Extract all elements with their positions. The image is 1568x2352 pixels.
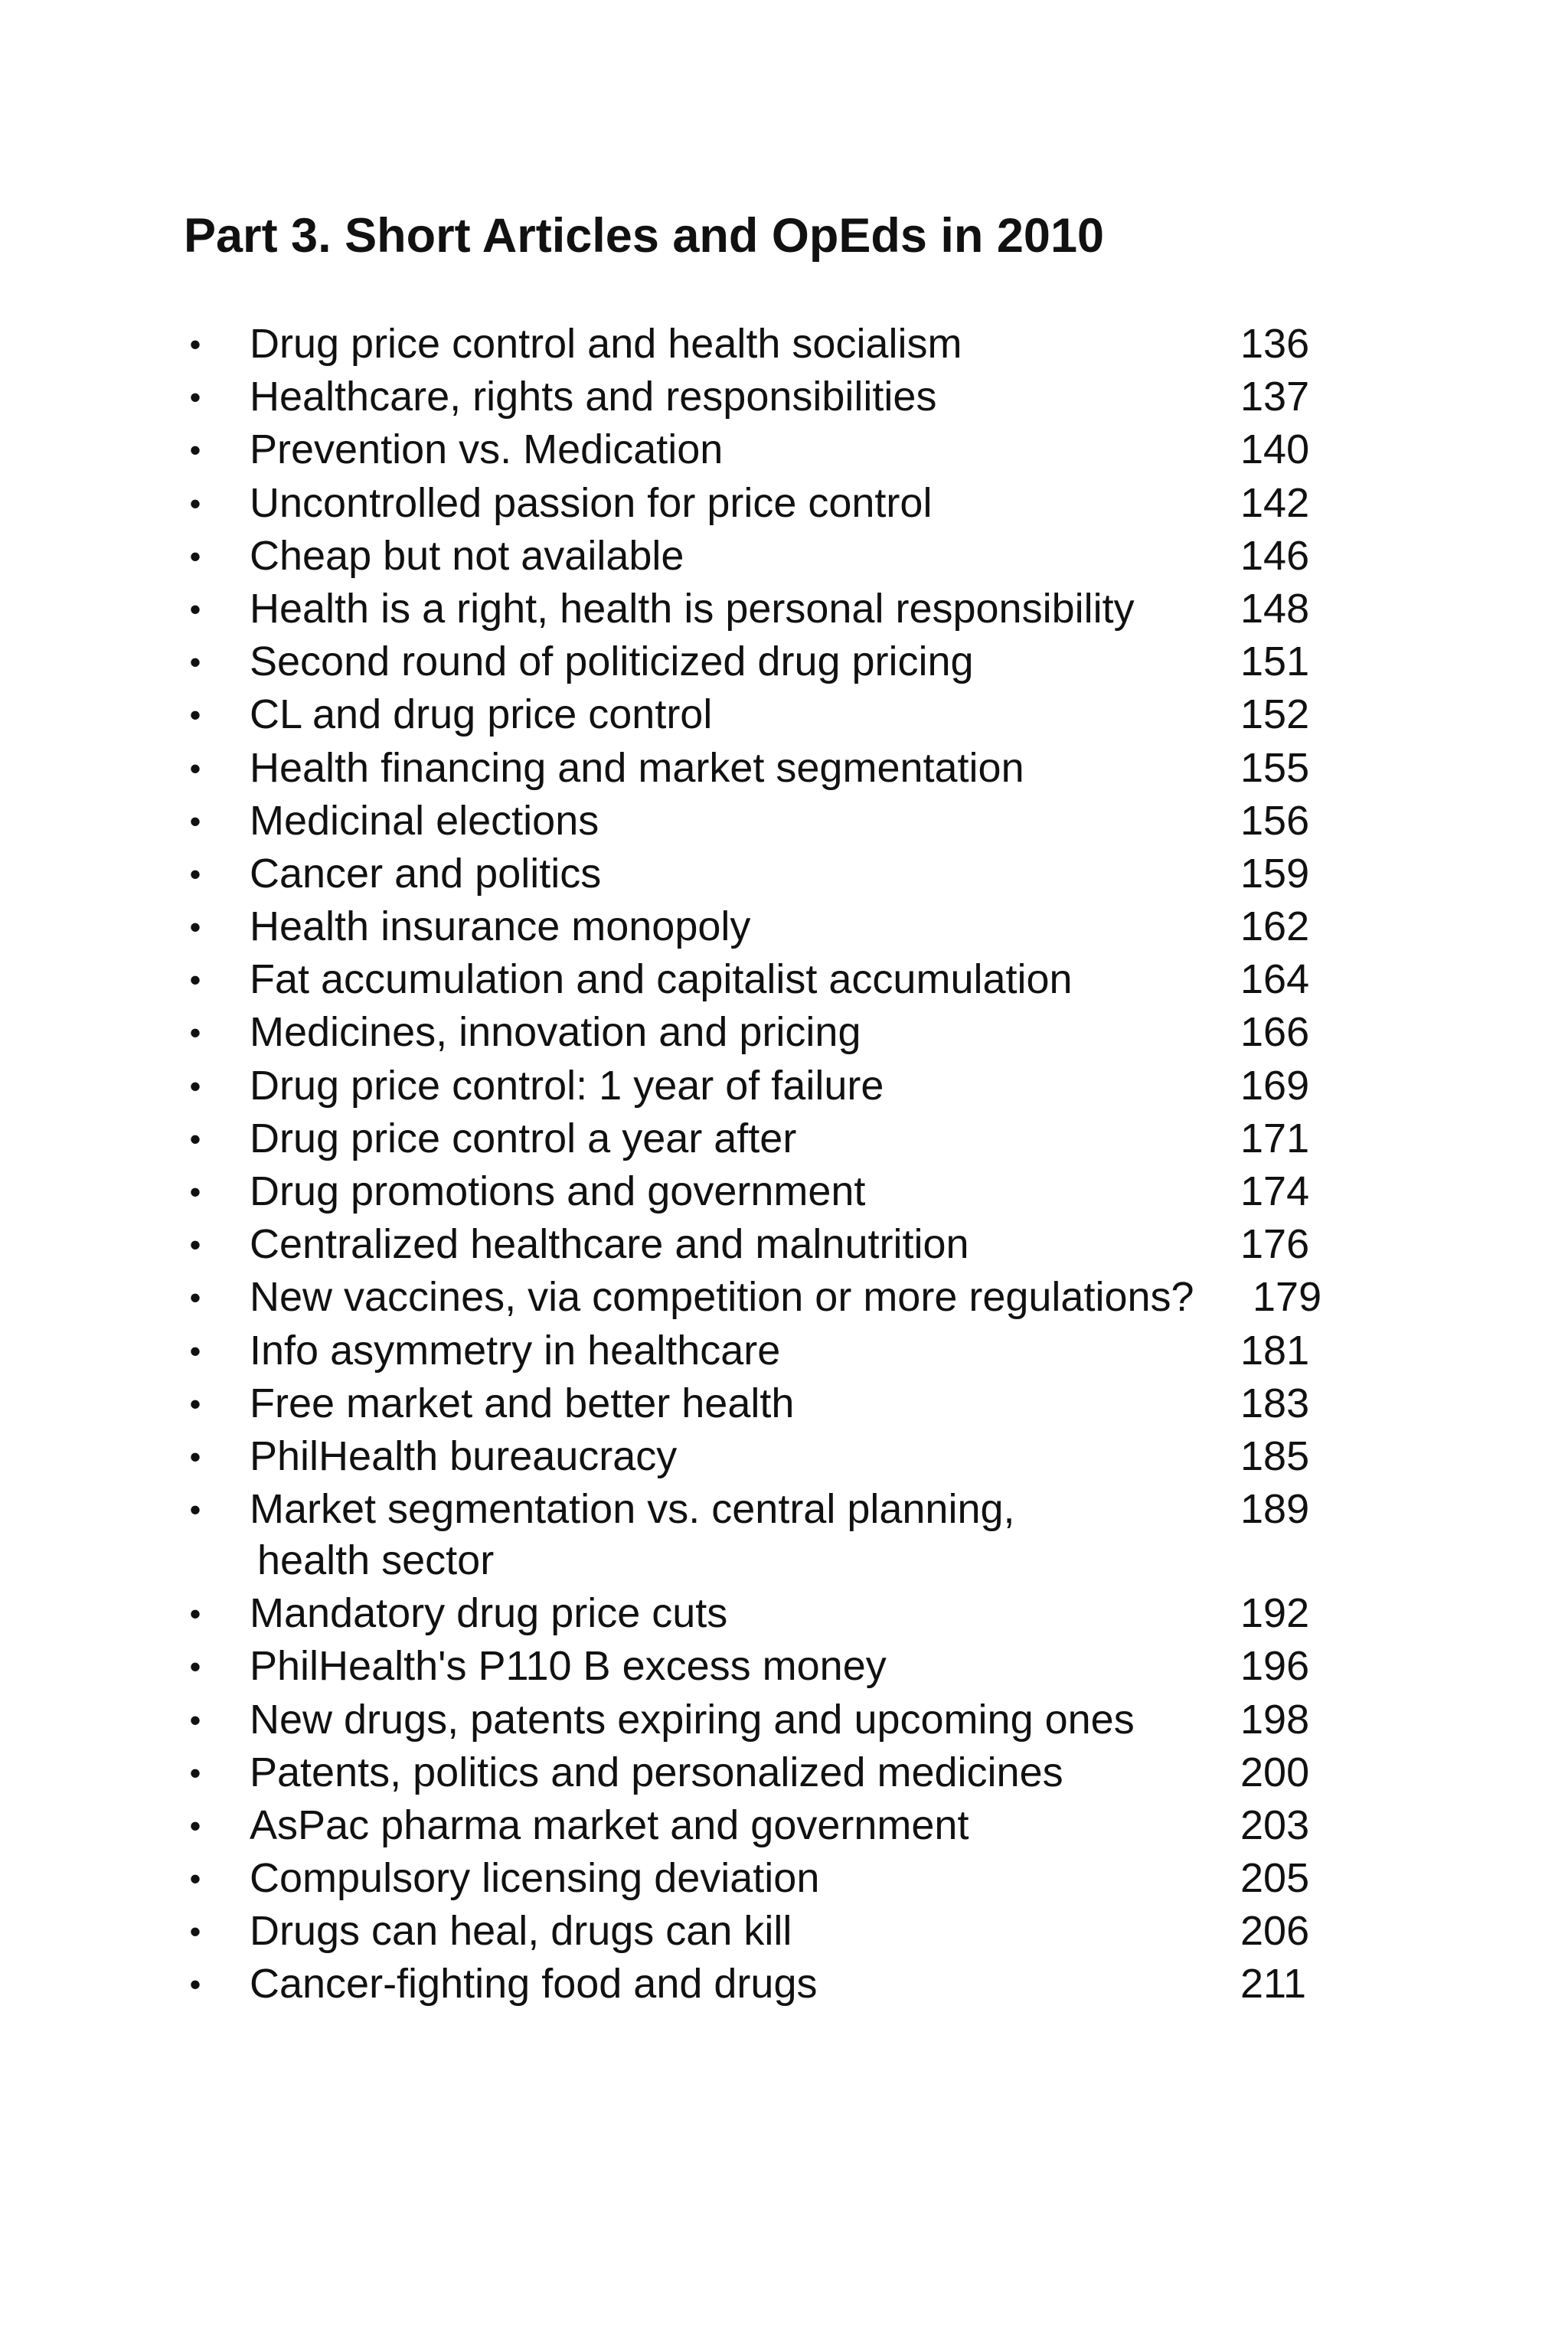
entry-title: CL and drug price control — [250, 691, 713, 738]
toc-entry — [0, 953, 1568, 1006]
toc-entry — [0, 477, 1568, 530]
toc-entry — [0, 1377, 1568, 1430]
toc-entry — [0, 688, 1568, 741]
toc-entry — [0, 635, 1568, 688]
entry-page-number: 185 — [1240, 1432, 1310, 1479]
entry-title: Health is a right, health is personal responsibility — [250, 585, 1135, 632]
entry-title: Drug promotions and government — [250, 1168, 866, 1214]
entry-page-number: 179 — [1253, 1274, 1322, 1321]
toc-entry — [0, 1746, 1568, 1799]
toc-entry — [0, 318, 1568, 371]
entry-title: Info asymmetry in healthcare — [250, 1327, 781, 1374]
entry-page-number: 164 — [1240, 956, 1310, 1003]
bullet-icon: • — [189, 962, 201, 998]
entry-title: Compulsory licensing deviation — [250, 1855, 820, 1902]
toc-entry — [0, 1325, 1568, 1377]
entry-page-number: 148 — [1240, 585, 1310, 632]
toc-entry — [0, 530, 1568, 583]
entry-page-number: 183 — [1240, 1380, 1310, 1426]
toc-entry — [0, 795, 1568, 848]
bullet-icon: • — [189, 1174, 201, 1210]
bullet-icon: • — [189, 1701, 201, 1738]
entry-title: Free market and better health — [250, 1380, 795, 1426]
entry-title: AsPac pharma market and government — [250, 1802, 969, 1848]
toc-entry — [0, 1958, 1568, 2011]
bullet-icon: • — [189, 1807, 201, 1844]
entry-title: Centralized healthcare and malnutrition — [250, 1221, 969, 1268]
entry-title: Health insurance monopoly — [250, 903, 751, 950]
bullet-icon: • — [189, 537, 201, 574]
toc-entry — [0, 1905, 1568, 1958]
toc-entry — [0, 1006, 1568, 1059]
entry-title-continuation: health sector — [257, 1537, 495, 1584]
toc-entry — [0, 1112, 1568, 1165]
toc-entry — [0, 742, 1568, 795]
bullet-icon: • — [189, 1227, 201, 1263]
section-heading: Part 3. Short Articles and OpEds in 2010 — [184, 209, 1105, 263]
bullet-icon: • — [189, 379, 201, 416]
entry-title: Cancer-fighting food and drugs — [250, 1961, 818, 2007]
bullet-icon: • — [189, 485, 201, 521]
bullet-icon: • — [189, 590, 201, 627]
entry-title: Cheap but not available — [250, 532, 684, 579]
bullet-icon: • — [189, 1913, 201, 1950]
bullet-icon: • — [189, 1648, 201, 1685]
entry-title: Drug price control and health socialism — [250, 321, 962, 367]
toc-entry — [0, 423, 1568, 476]
entry-title: Patents, politics and personalized medicines — [250, 1749, 1063, 1795]
entry-page-number: 155 — [1240, 744, 1310, 791]
toc-entry — [0, 1165, 1568, 1218]
entry-page-number: 156 — [1240, 797, 1310, 844]
bullet-icon: • — [189, 909, 201, 946]
toc-entry — [0, 1430, 1568, 1483]
entry-page-number: 174 — [1240, 1168, 1310, 1214]
toc-entry — [0, 1852, 1568, 1905]
entry-page-number: 192 — [1240, 1590, 1310, 1637]
entry-page-number: 140 — [1240, 426, 1310, 473]
bullet-icon: • — [189, 1279, 201, 1316]
toc-entry — [0, 1640, 1568, 1693]
entry-page-number: 152 — [1240, 691, 1310, 738]
entry-page-number: 205 — [1240, 1855, 1310, 1902]
entry-title: PhilHealth's P110 B excess money — [250, 1643, 887, 1690]
toc-entry — [0, 848, 1568, 900]
entry-page-number: 137 — [1240, 374, 1310, 420]
entry-title: Fat accumulation and capitalist accumulation — [250, 956, 1073, 1003]
toc-entry — [0, 900, 1568, 953]
entry-page-number: 198 — [1240, 1696, 1310, 1743]
entry-page-number: 169 — [1240, 1062, 1310, 1109]
toc-entry — [0, 1483, 1568, 1587]
entry-title: New drugs, patents expiring and upcoming ones — [250, 1696, 1135, 1743]
toc-entry — [0, 1060, 1568, 1112]
bullet-icon: • — [189, 644, 201, 681]
entry-title: Market segmentation vs. central planning, — [250, 1486, 1015, 1533]
toc-entry — [0, 583, 1568, 635]
bullet-icon: • — [189, 1385, 201, 1422]
toc-entry — [0, 371, 1568, 423]
entry-page-number: 181 — [1240, 1327, 1310, 1374]
bullet-icon: • — [189, 802, 201, 839]
bullet-icon: • — [189, 855, 201, 892]
entry-title: Drugs can heal, drugs can kill — [250, 1908, 792, 1955]
entry-page-number: 189 — [1240, 1486, 1310, 1533]
bullet-icon: • — [189, 1067, 201, 1104]
bullet-icon: • — [189, 1860, 201, 1897]
table-of-contents — [0, 318, 1568, 2011]
entry-page-number: 200 — [1240, 1749, 1310, 1795]
bullet-icon: • — [189, 1491, 201, 1528]
entry-page-number: 151 — [1240, 639, 1310, 685]
entry-title: Medicines, innovation and pricing — [250, 1009, 861, 1056]
entry-page-number: 203 — [1240, 1802, 1310, 1848]
entry-title: Prevention vs. Medication — [250, 426, 724, 473]
bullet-icon: • — [189, 1014, 201, 1051]
bullet-icon: • — [189, 326, 201, 362]
bullet-icon: • — [189, 1120, 201, 1157]
entry-page-number: 196 — [1240, 1643, 1310, 1690]
bullet-icon: • — [189, 432, 201, 469]
entry-title: Cancer and politics — [250, 850, 602, 897]
entry-page-number: 142 — [1240, 479, 1310, 526]
entry-page-number: 162 — [1240, 903, 1310, 950]
bullet-icon: • — [189, 1754, 201, 1791]
entry-title: Second round of politicized drug pricing — [250, 639, 974, 685]
bullet-icon: • — [189, 1966, 201, 2003]
entry-title: Health financing and market segmentation — [250, 744, 1024, 791]
toc-entry — [0, 1694, 1568, 1746]
toc-entry — [0, 1587, 1568, 1640]
entry-page-number: 166 — [1240, 1009, 1310, 1056]
entry-title: Mandatory drug price cuts — [250, 1590, 728, 1637]
bullet-icon: • — [189, 1596, 201, 1632]
entry-page-number: 159 — [1240, 850, 1310, 897]
bullet-icon: • — [189, 1438, 201, 1475]
entry-title: Medicinal elections — [250, 797, 599, 844]
entry-page-number: 211 — [1240, 1961, 1307, 2007]
entry-title: PhilHealth bureaucracy — [250, 1432, 678, 1479]
entry-page-number: 136 — [1240, 321, 1310, 367]
entry-title: Drug price control: 1 year of failure — [250, 1062, 884, 1109]
entry-page-number: 171 — [1240, 1115, 1310, 1161]
entry-title: Uncontrolled passion for price control — [250, 479, 933, 526]
bullet-icon: • — [189, 697, 201, 733]
toc-entry — [0, 1799, 1568, 1852]
bullet-icon: • — [189, 750, 201, 786]
toc-entry — [0, 1218, 1568, 1271]
entry-title: New vaccines, via competition or more regulations? — [250, 1274, 1194, 1321]
entry-page-number: 176 — [1240, 1221, 1310, 1268]
entry-title: Drug price control a year after — [250, 1115, 797, 1161]
entry-title: Healthcare, rights and responsibilities — [250, 374, 937, 420]
bullet-icon: • — [189, 1332, 201, 1369]
entry-page-number: 146 — [1240, 532, 1310, 579]
toc-entry — [0, 1271, 1568, 1324]
entry-page-number: 206 — [1240, 1908, 1310, 1955]
